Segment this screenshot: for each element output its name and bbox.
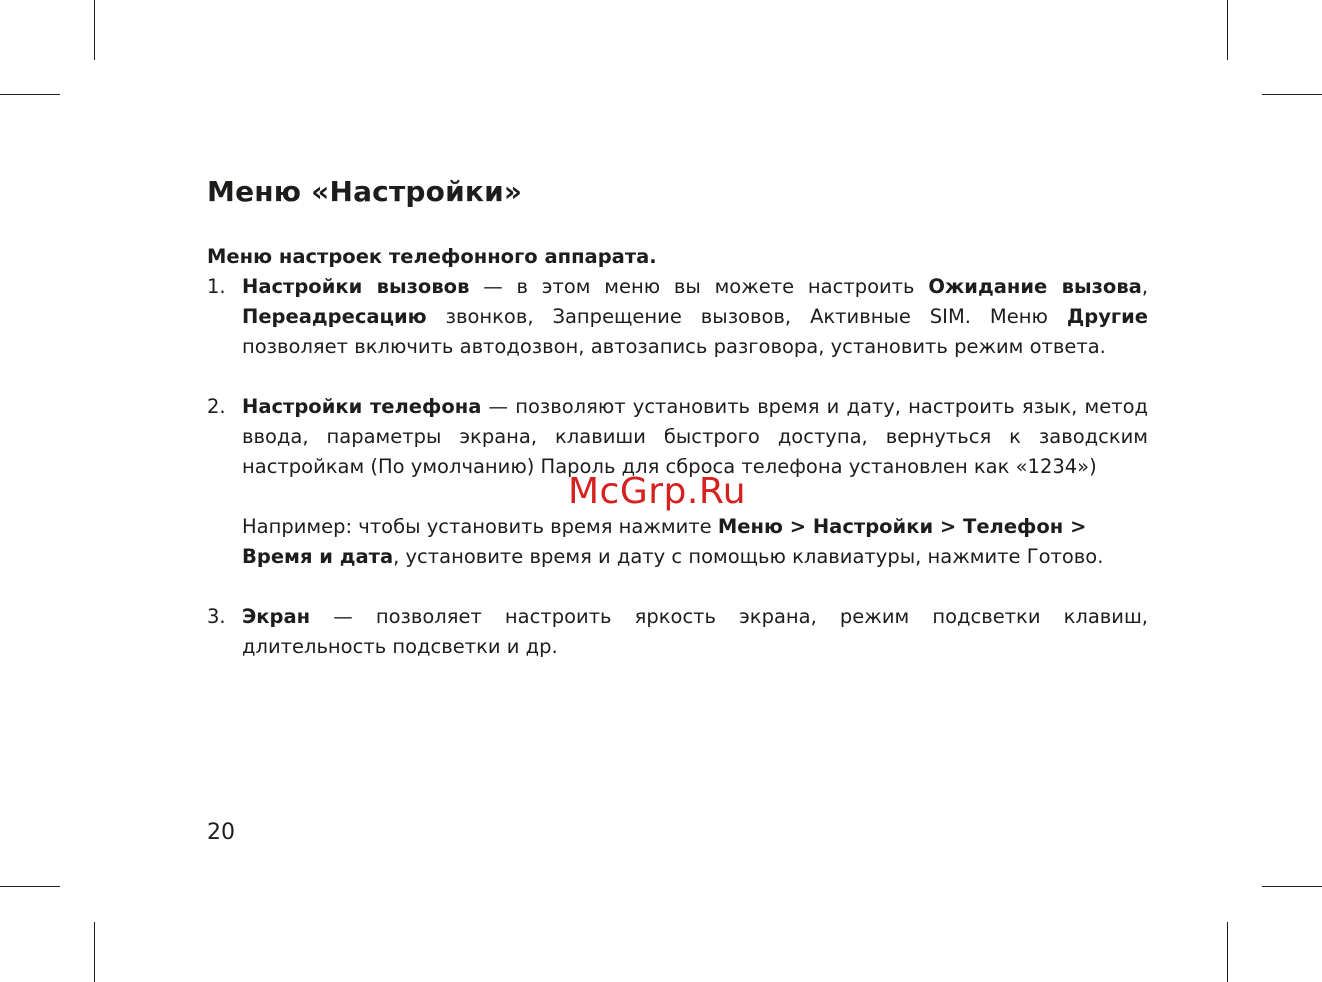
- crop-mark-right-top: [1262, 94, 1322, 95]
- page-content: [207, 172, 1148, 662]
- page-number: 20: [207, 820, 235, 845]
- crop-mark-right-bottom: [1262, 886, 1322, 887]
- list-number: 1.: [207, 275, 226, 298]
- list-item-screen: [207, 602, 1148, 662]
- crop-mark-left-bottom: [0, 886, 60, 887]
- intro-text: Меню настроек телефонного аппарата.: [207, 245, 657, 268]
- list-item-call-settings: [207, 272, 1148, 362]
- crop-mark-top-left: [94, 0, 95, 60]
- crop-mark-bottom-left: [94, 922, 95, 982]
- page-title: Меню «Настройки»: [207, 175, 523, 208]
- crop-mark-bottom-right: [1227, 922, 1228, 982]
- list-item-phone-settings: [207, 392, 1148, 482]
- crop-mark-top-right: [1227, 0, 1228, 60]
- crop-mark-left-top: [0, 94, 60, 95]
- watermark: McGrp.Ru: [568, 471, 747, 512]
- list-text: Настройки вызовов — в этом меню вы можете настроить Ожидание вызова, Переадресацию звонков, Запрещение вызовов, Активные SIM. Меню Другие позволяет включить автодозвон, автозапись разговора, установить режим ответа.: [242, 275, 1149, 358]
- list-text: Настройки телефона — позволяют установить время и дату, настроить язык, метод ввода, параметры экрана, клавиши быстрого доступа, вернуться к заводским настройкам (По умолчанию) Пароль для сброса телефона установлен как «1234»): [242, 395, 1148, 478]
- list-number: 2.: [207, 395, 226, 418]
- example-text: Например: чтобы установить время нажмите Меню > Настройки > Телефон > Время и дата, установите время и дату с помощью клавиатуры, нажмите Готово.: [242, 515, 1104, 568]
- list-number: 3.: [207, 605, 226, 628]
- list-text: Экран — позволяет настроить яркость экрана, режим подсветки клавиш, длительность подсветки и др.: [242, 605, 1148, 658]
